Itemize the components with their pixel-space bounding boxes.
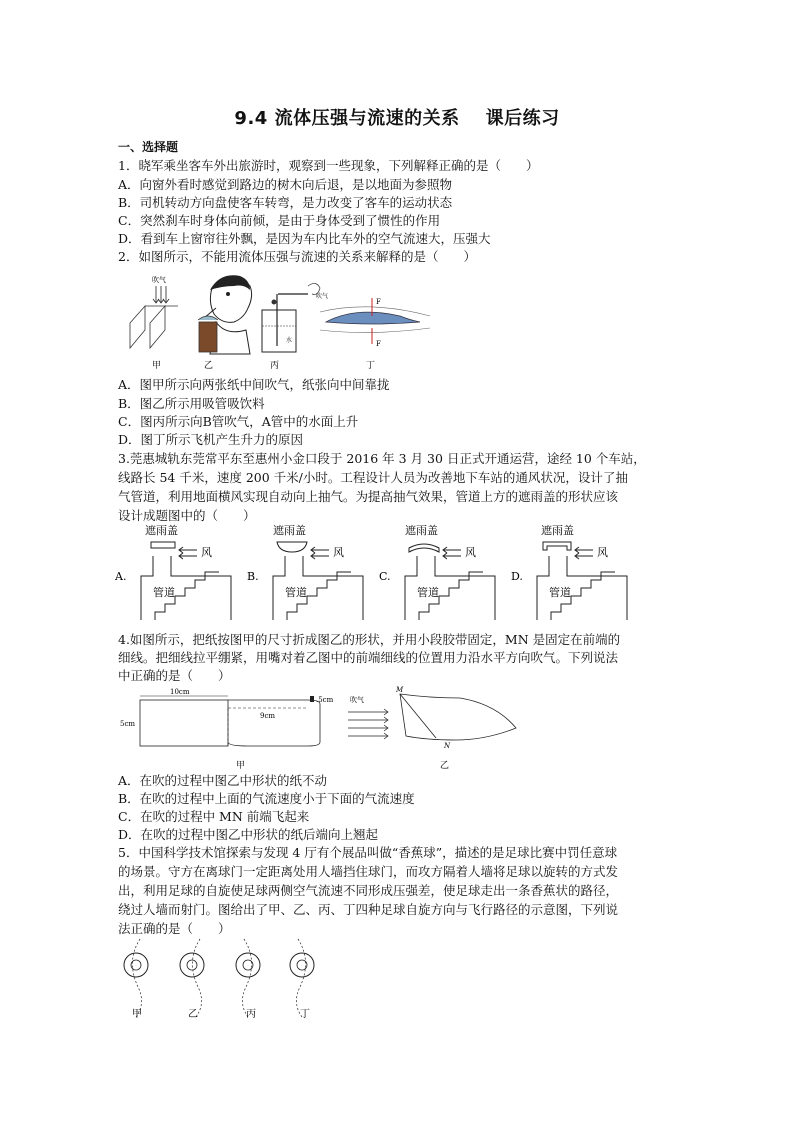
q5-line-3: 出，利用足球的自旋使足球两侧空气流速不同形成压强差，使足球走出一条香蕉状的路径， bbox=[118, 883, 619, 898]
q3-wind-label-c: 风 bbox=[465, 546, 476, 559]
q3-option-b-diagram bbox=[247, 524, 363, 620]
q5-label-ding: 丁 bbox=[300, 1009, 310, 1020]
q3-option-a-label: A. bbox=[115, 570, 127, 583]
q4-fig-yi bbox=[348, 686, 516, 771]
q5-ball-ding bbox=[290, 939, 314, 1020]
q2-f2-label: F bbox=[376, 340, 381, 348]
page-title bbox=[0, 104, 794, 130]
q2-stem: 2．如图所示，不能用流体压强与流速的关系来解释的是（ ） bbox=[118, 249, 476, 264]
q3-line-4: 设计成题图中的（ ） bbox=[118, 508, 256, 523]
q4-label-jia: 甲 bbox=[236, 761, 246, 771]
q2-label-bing: 丙 bbox=[270, 361, 280, 371]
q4-n-label: N bbox=[444, 742, 451, 750]
q2-blow-label-2: 吹气 bbox=[316, 293, 329, 300]
q3-pipe-label-d: 管道 bbox=[549, 586, 571, 599]
q3-option-a-diagram bbox=[115, 524, 231, 620]
q4-blow-label: 吹气 bbox=[350, 696, 364, 704]
q2-blow-label: 吹气 bbox=[152, 276, 166, 284]
q4-option-d: D．在吹的过程中图乙中形状的纸后端向上翘起 bbox=[118, 827, 379, 842]
q4-fig-jia bbox=[120, 688, 334, 771]
q4-option-c: C．在吹的过程中 MN 前端飞起来 bbox=[118, 809, 310, 824]
q4-option-a: A．在吹的过程中图乙中形状的纸不动 bbox=[118, 773, 328, 788]
title-sub: 课后练习 bbox=[485, 108, 560, 129]
q3-option-b-label: B. bbox=[247, 570, 259, 583]
q3-option-c-diagram bbox=[379, 524, 495, 620]
q2-f1-label: F bbox=[376, 298, 381, 306]
q2-label-jia: 甲 bbox=[152, 361, 162, 371]
q4-figure bbox=[118, 684, 538, 772]
q2-option-a: A．图甲所示向两张纸中间吹气，纸张向中间靠拢 bbox=[118, 377, 390, 392]
q5-line-5: 法正确的是（ ） bbox=[118, 921, 231, 936]
q4-line-3: 中正确的是（ ） bbox=[118, 668, 231, 683]
q4-line-1: 4.如图所示，把纸按图甲的尺寸折成图乙的形状，并用小段胶带固定，MN 是固定在前端的 bbox=[118, 632, 621, 647]
q5-ball-yi bbox=[180, 939, 204, 1020]
q2-option-c: C．图丙所示向B管吹气，A管中的水面上升 bbox=[118, 414, 359, 429]
q3-option-d-label: D. bbox=[511, 570, 523, 583]
q4-label-yi: 乙 bbox=[440, 761, 450, 771]
q4-dim-5cm: 5cm bbox=[120, 720, 136, 728]
section-heading: 一、选择题 bbox=[118, 140, 179, 154]
q4-dim-9cm: 9cm bbox=[260, 712, 276, 720]
q3-wind-label-a: 风 bbox=[201, 546, 212, 559]
q5-figure bbox=[118, 935, 338, 1025]
q2-option-b: B．图乙所示用吸管吸饮料 bbox=[118, 396, 265, 411]
q2-figure bbox=[120, 268, 440, 378]
q5-label-yi: 乙 bbox=[188, 1009, 198, 1020]
q5-line-2: 的场景。守方在离球门一定距离处用人墙挡住球门，而攻方隔着人墙将足球以旋转的方式发 bbox=[118, 864, 619, 879]
q2-water-label: 水 bbox=[286, 337, 293, 344]
q2-fig-yi bbox=[198, 275, 252, 371]
q5-label-bing: 丙 bbox=[246, 1009, 256, 1020]
q3-cover-label-d: 遮雨盖 bbox=[541, 524, 574, 537]
q3-line-2: 线路长 54 千米，速度 200 千米/小时。工程设计人员为改善地下车站的通风状况，设计了抽 bbox=[118, 470, 628, 485]
q4-option-b: B．在吹的过程中上面的气流速度小于下面的气流速度 bbox=[118, 791, 415, 806]
q5-label-jia: 甲 bbox=[132, 1009, 142, 1020]
title-main: 9.4 流体压强与流速的关系 bbox=[234, 108, 460, 129]
q3-line-3: 气管道，利用地面横风实现自动向上抽气。为提高抽气效果，管道上方的遮雨盖的形状应该 bbox=[118, 489, 619, 504]
q3-pipe-label-b: 管道 bbox=[285, 586, 307, 599]
q3-cover-label-b: 遮雨盖 bbox=[273, 524, 306, 537]
q2-fig-ding bbox=[320, 298, 430, 371]
q5-line-1: 5．中国科学技术馆探索与发现 4 厅有个展品叫做“香蕉球”，描述的是足球比赛中罚任意球 bbox=[118, 845, 618, 860]
q3-option-c-label: C. bbox=[379, 570, 391, 583]
q3-pipe-label-a: 管道 bbox=[153, 586, 175, 599]
q3-pipe-label-c: 管道 bbox=[417, 586, 439, 599]
q1-option-b: B．司机转动方向盘使客车转弯，是力改变了客车的运动状态 bbox=[118, 195, 453, 210]
q2-label-yi: 乙 bbox=[204, 361, 214, 371]
q3-cover-label-a: 遮雨盖 bbox=[145, 524, 178, 537]
q1-option-c: C．突然刹车时身体向前倾，是由于身体受到了惯性的作用 bbox=[118, 213, 441, 228]
q3-line-1: 3.莞惠城轨东莞常平东至惠州小金口段于 2016 年 3 月 30 日正式开通运营，途经 10 个车站， bbox=[118, 451, 646, 466]
q2-fig-jia bbox=[130, 275, 178, 371]
q3-wind-label-b: 风 bbox=[333, 546, 344, 559]
q5-ball-jia bbox=[124, 939, 148, 1020]
q5-line-4: 绕过人墙而射门。图给出了甲、乙、丙、丁四种足球自旋方向与飞行路径的示意图，下列说 bbox=[118, 902, 619, 917]
q2-label-ding: 丁 bbox=[366, 361, 376, 371]
q3-figure bbox=[115, 520, 635, 625]
q2-option-d: D．图丁所示飞机产生升力的原因 bbox=[118, 432, 304, 447]
q3-option-d-diagram bbox=[511, 524, 627, 620]
q4-m-label: M bbox=[396, 686, 404, 694]
q1-stem: 1．晓军乘坐客车外出旅游时，观察到一些现象，下列解释正确的是（ ） bbox=[118, 158, 539, 173]
q3-cover-label-c: 遮雨盖 bbox=[405, 524, 438, 537]
q1-option-d: D．看到车上窗帘往外飘，是因为车内比车外的空气流速大，压强大 bbox=[118, 231, 491, 246]
q1-option-a: A．向窗外看时感觉到路边的树木向后退，是以地面为参照物 bbox=[118, 177, 453, 192]
q4-dim-05cm: .5cm bbox=[316, 696, 334, 704]
q5-ball-bing bbox=[236, 939, 260, 1020]
q3-wind-label-d: 风 bbox=[597, 546, 608, 559]
q4-dim-10cm: 10cm bbox=[170, 688, 190, 696]
q4-line-2: 细线。把细线拉平绷紧，用嘴对着乙图中的前端细线的位置用力沿水平方向吹气。下列说法 bbox=[118, 650, 619, 665]
q2-fig-bing bbox=[262, 283, 328, 371]
